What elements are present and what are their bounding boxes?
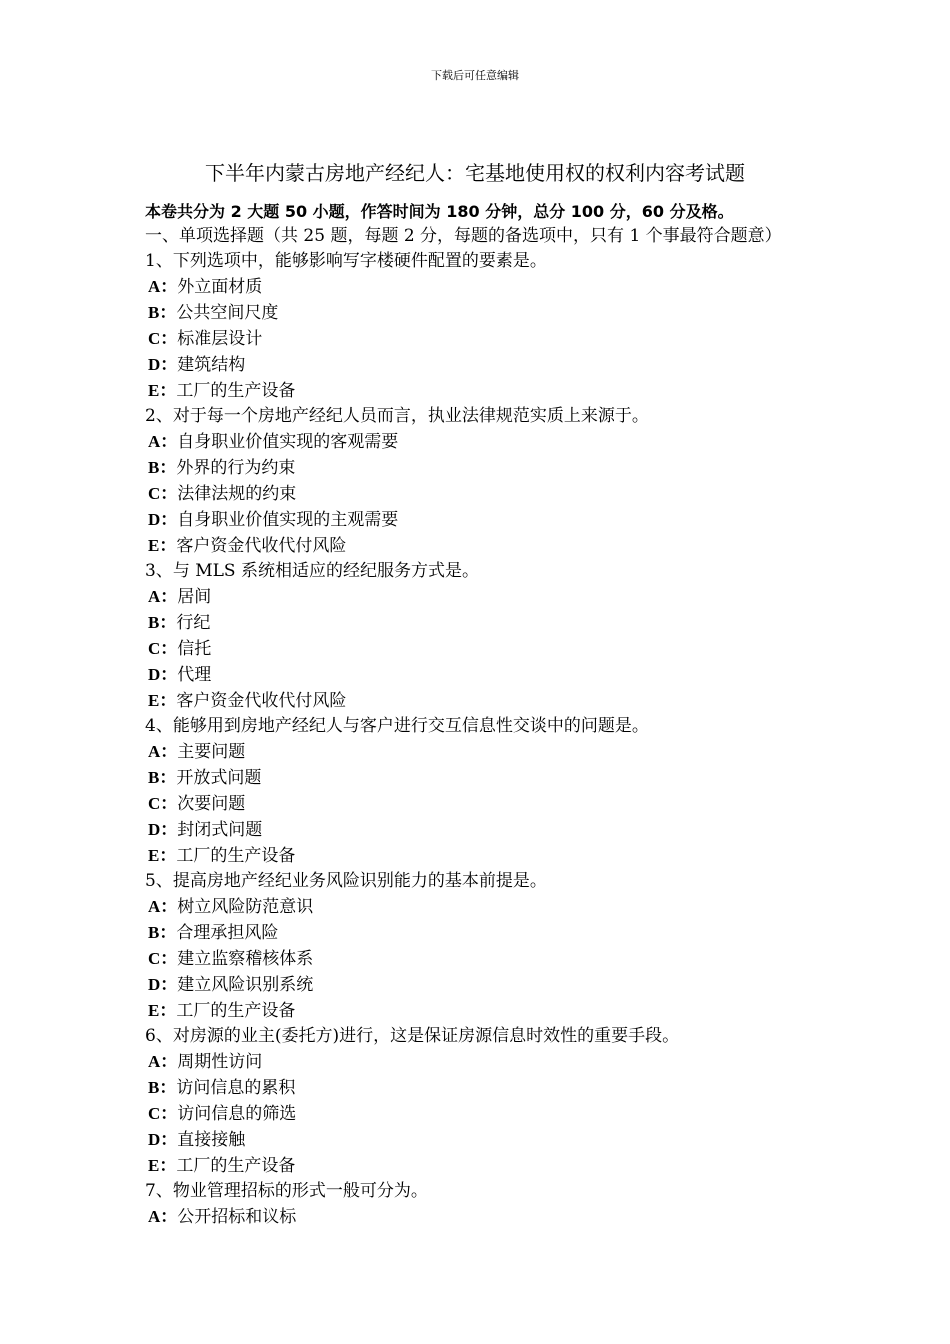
answer-option (145, 1153, 815, 1179)
option-letter: E： (148, 846, 177, 865)
option-letter: E： (148, 536, 177, 555)
option-letter: D： (148, 665, 178, 684)
answer-option (145, 378, 815, 404)
option-text: 居间 (177, 587, 212, 607)
answer-option (145, 533, 815, 559)
answer-option (145, 765, 815, 791)
answer-option (145, 481, 815, 507)
question-7 (145, 1179, 815, 1230)
answer-option (145, 662, 815, 688)
option-letter: B： (148, 923, 177, 942)
option-letter: E： (148, 1001, 177, 1020)
option-text: 行纪 (176, 613, 211, 633)
option-text: 周期性访问 (177, 1052, 263, 1072)
answer-option (145, 507, 815, 533)
option-text: 公开招标和议标 (177, 1207, 297, 1227)
question-5 (145, 869, 815, 1024)
option-letter: C： (148, 949, 178, 968)
option-letter: C： (148, 329, 178, 348)
answer-option (145, 1049, 815, 1075)
option-text: 公共空间尺度 (176, 303, 279, 323)
question-stem: 5、提高房地产经纪业务风险识别能力的基本前提是。 (145, 871, 547, 891)
option-text: 标准层设计 (177, 329, 263, 349)
answer-option (145, 352, 815, 378)
answer-option (145, 688, 815, 714)
option-text: 信托 (177, 639, 212, 659)
question-stem: 2、对于每一个房地产经纪人员而言，执业法律规范实质上来源于。 (145, 406, 649, 426)
option-text: 直接接触 (177, 1130, 246, 1150)
option-letter: D： (148, 975, 178, 994)
option-text: 次要问题 (177, 794, 246, 814)
answer-option (145, 274, 815, 300)
question-list (145, 249, 815, 1230)
answer-option (145, 791, 815, 817)
option-letter: A： (148, 1207, 178, 1226)
header-note: 下载后可任意编辑 (431, 69, 519, 82)
exam-intro: 本卷共分为 2 大题 50 小题，作答时间为 180 分钟，总分 100 分，60 分及格。 (145, 202, 734, 221)
question-2 (145, 404, 815, 559)
option-letter: A： (148, 742, 178, 761)
option-text: 合理承担风险 (176, 923, 279, 943)
option-text: 客户资金代收代付风险 (176, 536, 347, 556)
option-letter: A： (148, 432, 178, 451)
answer-option (145, 300, 815, 326)
answer-option (145, 326, 815, 352)
question-stem: 3、与 MLS 系统相适应的经纪服务方式是。 (145, 561, 479, 581)
option-letter: B： (148, 768, 177, 787)
option-letter: B： (148, 303, 177, 322)
option-letter: C： (148, 639, 178, 658)
answer-option (145, 894, 815, 920)
option-text: 封闭式问题 (177, 820, 263, 840)
option-letter: B： (148, 1078, 177, 1097)
option-letter: B： (148, 613, 177, 632)
option-letter: C： (148, 794, 178, 813)
section-heading: 一、单项选择题（共 25 题，每题 2 分，每题的备选项中，只有 1 个事最符合题意） (145, 226, 782, 246)
exam-content (145, 224, 815, 1230)
option-text: 代理 (177, 665, 212, 685)
option-text: 法律法规的约束 (177, 484, 297, 504)
option-text: 开放式问题 (176, 768, 262, 788)
question-stem: 6、对房源的业主(委托方)进行，这是保证房源信息时效性的重要手段。 (145, 1026, 680, 1046)
answer-option (145, 1204, 815, 1230)
answer-option (145, 998, 815, 1024)
option-text: 树立风险防范意识 (177, 897, 314, 917)
option-letter: A： (148, 897, 178, 916)
option-text: 访问信息的累积 (176, 1078, 296, 1098)
answer-option (145, 584, 815, 610)
option-letter: A： (148, 587, 178, 606)
option-letter: D： (148, 1130, 178, 1149)
answer-option (145, 1101, 815, 1127)
option-letter: A： (148, 277, 178, 296)
question-stem: 4、能够用到房地产经纪人与客户进行交互信息性交谈中的问题是。 (145, 716, 649, 736)
question-6 (145, 1024, 815, 1179)
answer-option (145, 429, 815, 455)
answer-option (145, 972, 815, 998)
option-text: 工厂的生产设备 (176, 846, 296, 866)
answer-option (145, 1075, 815, 1101)
question-3 (145, 559, 815, 714)
option-letter: C： (148, 484, 178, 503)
option-letter: E： (148, 1156, 177, 1175)
answer-option (145, 1127, 815, 1153)
option-text: 建立风险识别系统 (177, 975, 314, 995)
answer-option (145, 636, 815, 662)
answer-option (145, 817, 815, 843)
option-text: 工厂的生产设备 (176, 1001, 296, 1021)
option-letter: E： (148, 691, 177, 710)
question-1 (145, 249, 815, 404)
answer-option (145, 739, 815, 765)
option-text: 外界的行为约束 (176, 458, 296, 478)
option-text: 工厂的生产设备 (176, 1156, 296, 1176)
option-text: 建筑结构 (177, 355, 246, 375)
question-4 (145, 714, 815, 869)
answer-option (145, 610, 815, 636)
page-title: 下半年内蒙古房地产经纪人：宅基地使用权的权利内容考试题 (205, 161, 745, 185)
option-letter: A： (148, 1052, 178, 1071)
question-stem: 1、下列选项中，能够影响写字楼硬件配置的要素是。 (145, 251, 547, 271)
option-text: 建立监察稽核体系 (177, 949, 314, 969)
question-stem: 7、物业管理招标的形式一般可分为。 (145, 1181, 428, 1201)
option-letter: B： (148, 458, 177, 477)
option-text: 访问信息的筛选 (177, 1104, 297, 1124)
option-text: 工厂的生产设备 (176, 381, 296, 401)
answer-option (145, 946, 815, 972)
option-letter: C： (148, 1104, 178, 1123)
option-letter: E： (148, 381, 177, 400)
option-text: 自身职业价值实现的主观需要 (177, 510, 399, 530)
option-text: 自身职业价值实现的客观需要 (177, 432, 399, 452)
answer-option (145, 843, 815, 869)
option-text: 客户资金代收代付风险 (176, 691, 347, 711)
option-text: 主要问题 (177, 742, 246, 762)
option-letter: D： (148, 820, 178, 839)
answer-option (145, 920, 815, 946)
option-letter: D： (148, 355, 178, 374)
answer-option (145, 455, 815, 481)
option-text: 外立面材质 (177, 277, 263, 297)
option-letter: D： (148, 510, 178, 529)
